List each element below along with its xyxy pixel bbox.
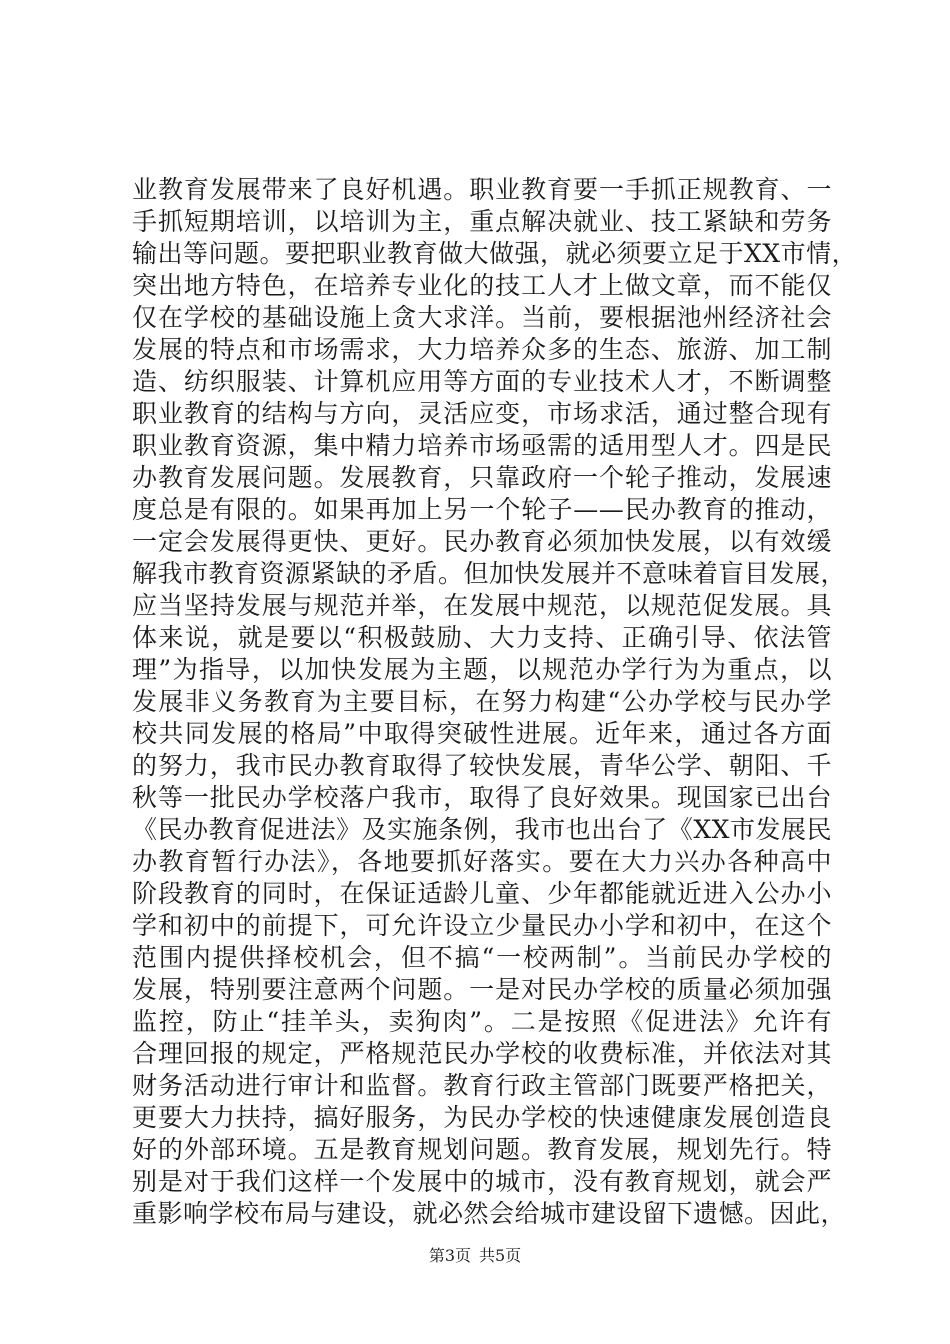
text-line: 体来说，就是要以“积极鼓励、大力支持、正确引导、依法管 [132,623,832,652]
text-line: 学和初中的前提下，可允许设立少量民办小学和初中，在这个 [132,911,832,940]
page-number: 第3页 [428,1246,471,1265]
text-line: 办教育暂行办法》，各地要抓好落实。要在大力兴办各种高中 [132,847,832,876]
text-line: 造、纺织服装、计算机应用等方面的专业技术人才，不断调整 [132,367,832,396]
text-line: 手抓短期培训，以培训为主，重点解决就业、技工紧缺和劳务 [132,207,832,236]
text-line: 输出等问题。要把职业教育做大做强，就必须要立足于XX市情， [132,239,858,268]
text-line: 好的外部环境。五是教育规划问题。教育发展，规划先行。特 [132,1135,832,1164]
text-line: 应当坚持发展与规范并举，在发展中规范，以规范促发展。具 [132,591,832,620]
text-line: 范围内提供择校机会，但不搞“一校两制”。当前民办学校的 [132,943,832,972]
text-line: 职业教育的结构与方向，灵活应变，市场求活，通过整合现有 [132,399,832,428]
text-line: 业教育发展带来了良好机遇。职业教育要一手抓正规教育、一 [132,175,832,204]
text-line: 别是对于我们这样一个发展中的城市，没有教育规划，就会严 [132,1167,832,1196]
text-line: 发展的特点和市场需求，大力培养众多的生态、旅游、加工制 [132,335,832,364]
text-line: 发展非义务教育为主要目标，在努力构建“公办学校与民办学 [132,687,832,716]
text-line: 仅在学校的基础设施上贪大求洋。当前，要根据池州经济社会 [132,303,832,332]
text-line: 监控，防止“挂羊头，卖狗肉”。二是按照《促进法》允许有 [132,1007,832,1036]
text-line: 重影响学校布局与建设，就必然会给城市建设留下遗憾。因此， [132,1199,847,1228]
text-line: 校共同发展的格局”中取得突破性进展。近年来，通过各方面 [132,719,832,748]
text-line: 《民办教育促进法》及实施条例，我市也出台了《XX市发展民 [132,815,832,844]
text-line: 职业教育资源，集中精力培养市场亟需的适用型人才。四是民 [132,431,832,460]
text-line: 的努力，我市民办教育取得了较快发展，青华公学、朝阳、千 [132,751,832,780]
text-line: 秋等一批民办学校落户我市，取得了良好效果。现国家已出台 [132,783,832,812]
text-line: 解我市教育资源紧缺的矛盾。但加快发展并不意味着盲目发展， [132,559,847,588]
text-line: 发展，特别要注意两个问题。一是对民办学校的质量必须加强 [132,975,832,1004]
text-line: 财务活动进行审计和监督。教育行政主管部门既要严格把关， [132,1071,832,1100]
text-line: 突出地方特色，在培养专业化的技工人才上做文章，而不能仅 [132,271,832,300]
page-total: 共5页 [479,1246,522,1265]
page-footer [0,1246,950,1266]
text-line: 阶段教育的同时，在保证适龄儿童、少年都能就近进入公办小 [132,879,832,908]
text-line: 更要大力扶持，搞好服务，为民办学校的快速健康发展创造良 [132,1103,832,1132]
body-paragraph [132,174,858,1230]
text-line: 办教育发展问题。发展教育，只靠政府一个轮子推动，发展速 [132,463,832,492]
text-line: 度总是有限的。如果再加上另一个轮子——民办教育的推动， [132,495,832,524]
text-line: 合理回报的规定，严格规范民办学校的收费标准，并依法对其 [132,1039,832,1068]
text-line: 理”为指导，以加快发展为主题，以规范办学行为为重点，以 [132,655,832,684]
text-line: 一定会发展得更快、更好。民办教育必须加快发展，以有效缓 [132,527,832,556]
